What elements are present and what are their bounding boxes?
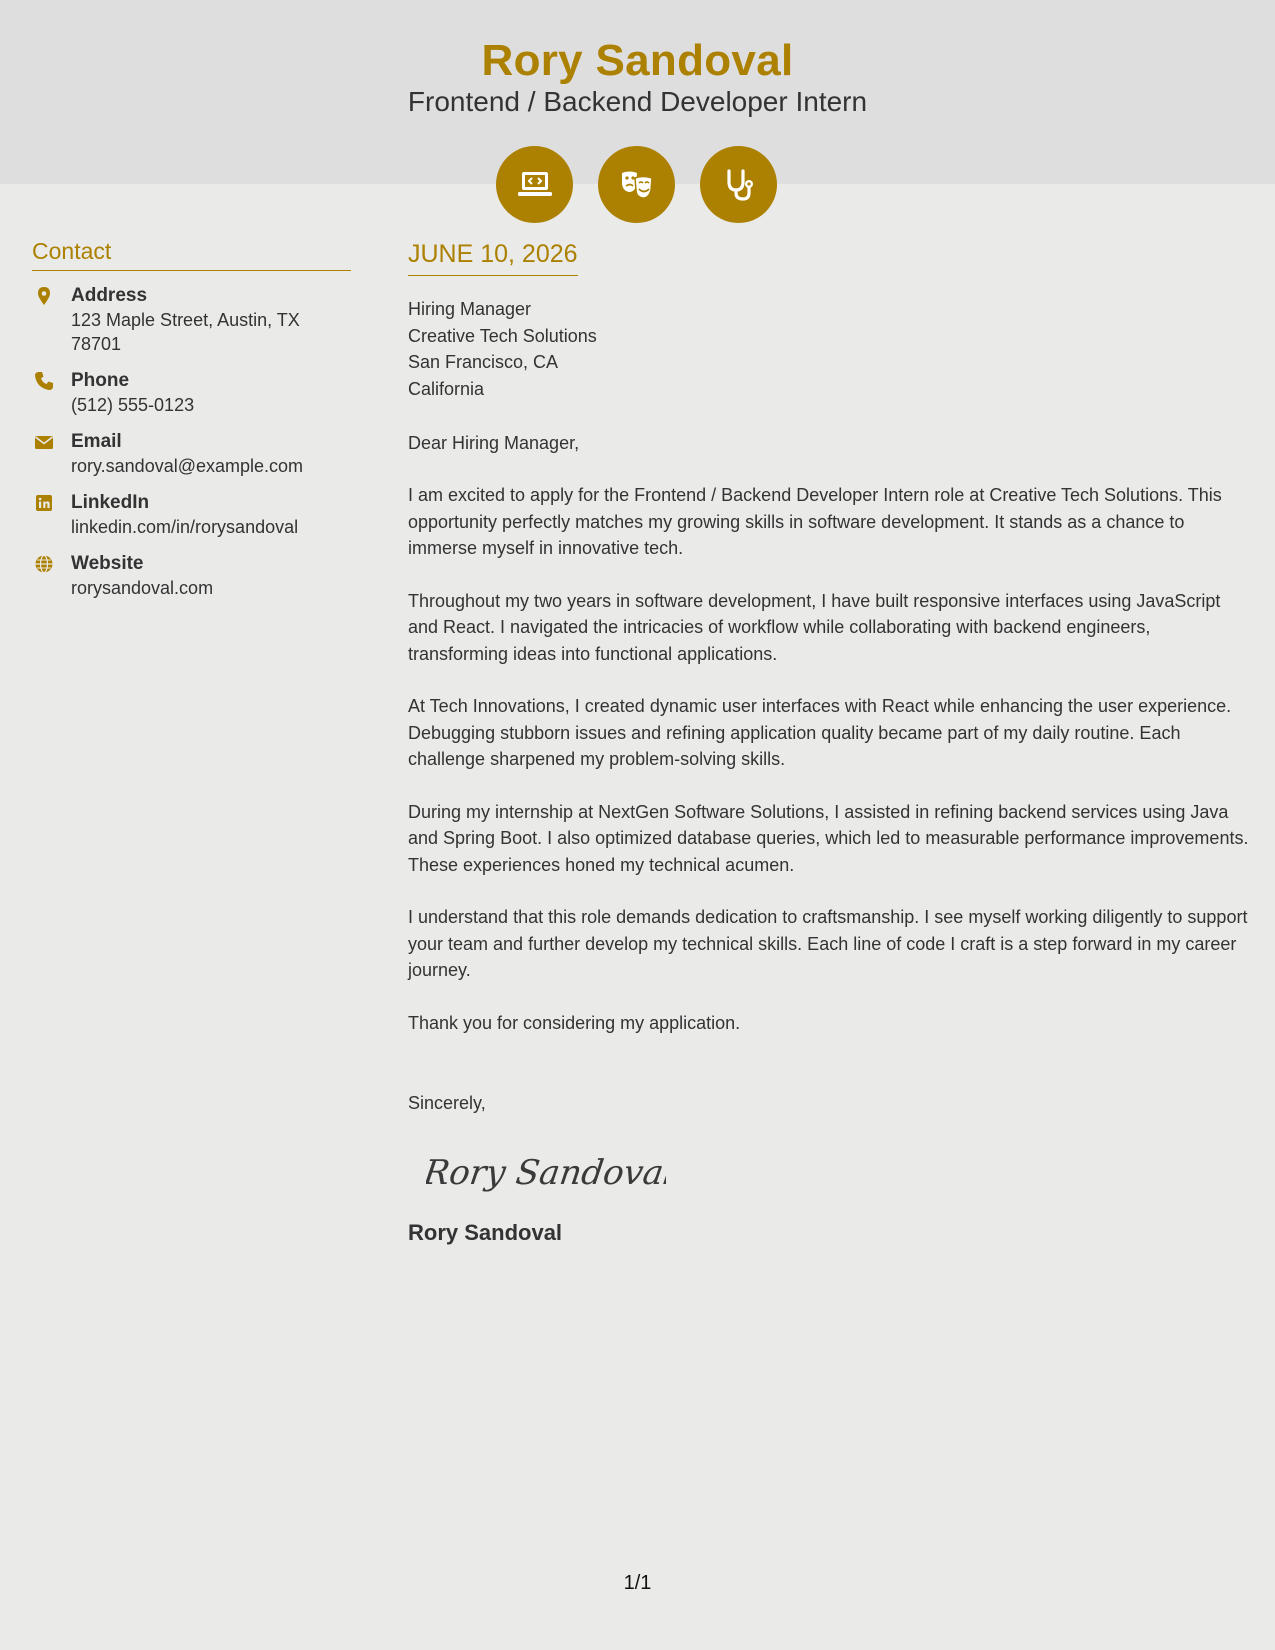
recipient-title: Hiring Manager (408, 299, 532, 319)
letter-date: JUNE 10, 2026 (408, 240, 578, 276)
recipient-block (408, 296, 1253, 402)
phone-icon (34, 371, 54, 391)
envelope-icon (34, 432, 54, 452)
theater-masks-icon (598, 146, 675, 223)
contact-website (32, 552, 351, 600)
linkedin-label: LinkedIn (71, 492, 150, 513)
handwritten-signature (426, 1144, 1253, 1204)
globe-icon (34, 554, 54, 574)
page-number: 1/1 (623, 1572, 652, 1594)
map-pin-icon (34, 286, 54, 306)
contact-linkedin (32, 491, 351, 539)
contact-phone (32, 369, 351, 417)
paragraph-3: At Tech Innovations, I created dynamic user interfaces with React while enhancing the user experience. Debugging stubborn issues and refining application quality became part of my daily routine. Each challenge sharpened my problem-solving skills. (408, 696, 1232, 769)
phone-label: Phone (71, 370, 130, 391)
linkedin-icon (34, 493, 54, 513)
recipient-state: California (408, 378, 485, 399)
applicant-role: Frontend / Backend Developer Intern (407, 86, 868, 117)
contact-sidebar (32, 238, 351, 600)
paragraph-5: I understand that this role demands dedication to craftsmanship. I see myself working diligently to support your team and further develop my technical skills. Each line of code I craft is a step forward in my career journey. (408, 907, 1248, 980)
address-line-1: 123 Maple Street, Austin, TX (71, 310, 300, 330)
salutation: Dear Hiring Manager, (408, 433, 580, 453)
website-value[interactable]: rorysandoval.com (71, 578, 214, 598)
website-label: Website (71, 553, 144, 574)
svg-text:Rory Sandoval: Rory Sandoval (426, 1153, 666, 1193)
email-label: Email (71, 431, 122, 452)
linkedin-value[interactable]: linkedin.com/in/rorysandoval (71, 517, 299, 537)
address-line-2: 78701 (71, 334, 122, 354)
paragraph-4: During my internship at NextGen Software Solutions, I assisted in refining backend services using Java and Spring Boot. I also optimized database queries, which led to measurable performance improvements. These experiences honed my technical acumen. (408, 801, 1249, 875)
closing: Sincerely, (408, 1093, 486, 1113)
recipient-company: Creative Tech Solutions (408, 325, 597, 346)
contact-address (32, 284, 351, 356)
paragraph-6: Thank you for considering my application. (408, 1012, 741, 1033)
address-label: Address (71, 285, 148, 306)
contact-heading: Contact (32, 238, 351, 271)
contact-email (32, 430, 351, 478)
stethoscope-icon (700, 146, 777, 223)
paragraph-1: I am excited to apply for the Frontend / Backend Developer Intern role at Creative Tech Solutions. This opportunity perfectly matches my growing skills in software development. It stands as a chance to immerse myself in innovative tech. (408, 485, 1222, 558)
phone-value: (512) 555-0123 (71, 395, 195, 415)
laptop-code-icon (496, 146, 573, 223)
email-value: rory.sandoval@example.com (71, 456, 304, 476)
signer-name: Rory Sandoval (408, 1220, 563, 1245)
recipient-city: San Francisco, CA (408, 352, 559, 372)
interest-icons (496, 146, 780, 224)
applicant-name: Rory Sandoval (481, 36, 794, 85)
cover-letter (408, 240, 1253, 1246)
paragraph-2: Throughout my two years in software development, I have built responsive interfaces using JavaScript and React. I navigated the intricacies of workflow while collaborating with backend engineers, transforming ideas into functional applications. (408, 590, 1221, 664)
